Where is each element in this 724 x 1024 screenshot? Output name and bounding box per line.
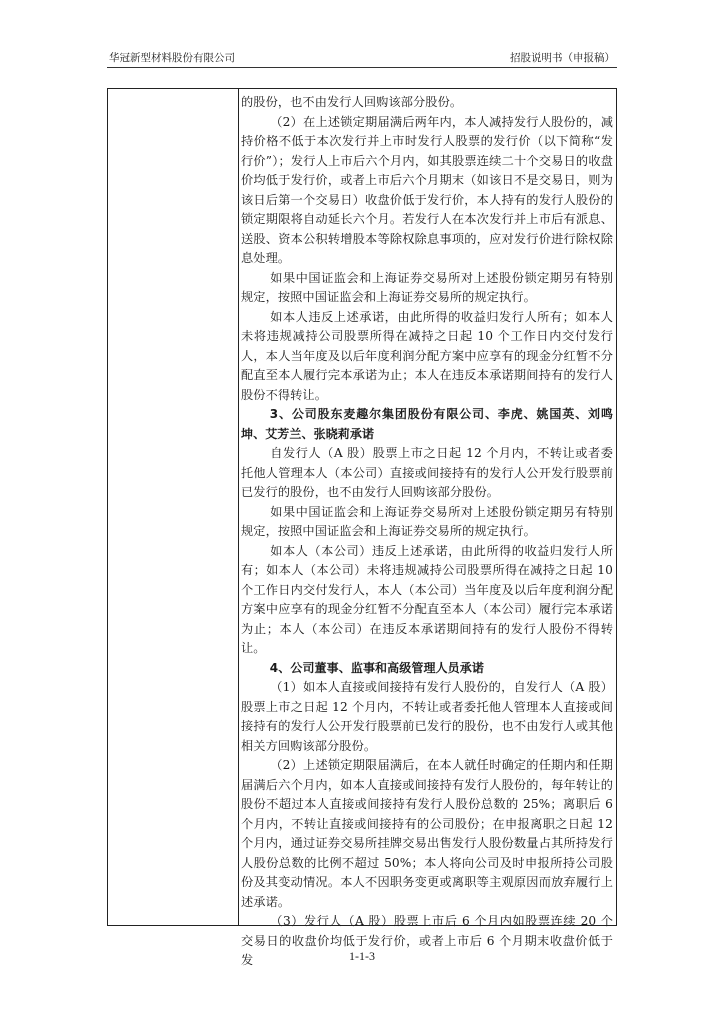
page-number: 1-1-3: [349, 949, 375, 963]
paragraph: 如本人（本公司）违反上述承诺，由此所得的收益归发行人所有；如本人（本公司）未将违规减持公司股票所得在减持之日起 10 个工作日内交付发行人，本人（本公司）当年度及以后年度利润分配方案中应享有的现金分红暂不分配直至本人（本公司）履行完本承诺为止；本人（本公司）在违反本承诺期间持有的发行人股份不得转让。: [241, 543, 613, 655]
company-name: 华冠新型材料股份有限公司: [109, 52, 235, 64]
document-title: 招股说明书（申报稿）: [510, 52, 615, 64]
paragraph: （2）上述锁定期限届满后，在本人就任时确定的任期内和任期届满后六个月内，如本人直接或间接持有发行人股份的，每年转让的股份不超过本人直接或间接持有发行人股份总数的 25%；离职后 6 个月内，不转让直接或间接持有的公司股份；在申报离职之日起 12 个月内，通过证券交易所挂牌交易出售发行人股份数量占其所持发行人股份总数的比例不超过 50%；本人将向公司及时申报所持公司股份及其变动情况。本人不因职务变更或离职等主观原因而放弃履行上述承诺。: [241, 758, 613, 909]
paragraph: 如果中国证监会和上海证券交易所对上述股份锁定期另有特别规定，按照中国证监会和上海证券交易所的规定执行。: [241, 270, 613, 304]
header-divider: [107, 67, 617, 68]
paragraph: 自发行人（A 股）股票上市之日起 12 个月内，不转让或者委托他人管理本人（本公司）直接或间接持有的发行人公开发行股票前已发行的股份，也不由发行人回购该部分股份。: [241, 446, 613, 499]
paragraph: 的股份，也不由发行人回购该部分股份。: [241, 95, 463, 109]
paragraph: （2）在上述锁定期届满后两年内，本人减持发行人股份的，减持价格不低于本次发行并上市时发行人股票的发行价（以下简称“发行价”）；发行人上市后六个月内，如其股票连续二十个交易日的收盘价均低于发行价，或者上市后六个月期末（如该日不是交易日，则为该日后第一个交易日）收盘价低于发行价，本人持有的发行人股份的锁定期限将自动延长六个月。若发行人在本次发行并上市后有派息、送股、资本公积转增股本等除权除息事项的，应对发行价进行除权除息处理。: [241, 114, 613, 265]
section-heading: 3、公司股东麦趣尔集团股份有限公司、李虎、姚国英、刘鸣坤、艾芳兰、张晓莉承诺: [241, 407, 613, 441]
paragraph: 如果中国证监会和上海证券交易所对上述股份锁定期另有特别规定，按照中国证监会和上海证券交易所的规定执行。: [241, 504, 613, 538]
page-header: [107, 50, 617, 66]
commitment-content: [241, 93, 613, 971]
paragraph: （3）发行人（A 股）股票上市后 6 个月内如股票连续 20 个交易日的收盘价均低于发行价，或者上市后 6 个月期末收盘价低于发: [241, 914, 613, 967]
section-heading: 4、公司董事、监事和高级管理人员承诺: [269, 660, 484, 675]
paragraph: （1）如本人直接或间接持有发行人股份的，自发行人（A 股）股票上市之日起 12 个月内，不转让或者委托他人管理本人直接或间接持有的发行人公开发行股票前已发行的股份，也不由发行人或其他相关方回购该部分股份。: [241, 680, 613, 753]
column-divider: [238, 89, 239, 925]
paragraph: 如本人违反上述承诺，由此所得的收益归发行人所有；如本人未将违规减持公司股票所得在减持之日起 10 个工作日内交付发行人，本人当年度及以后年度利润分配方案中应享有的现金分红暂不分配直至本人履行完本承诺为止；本人在违反本承诺期间持有的发行人股份不得转让。: [241, 309, 613, 402]
